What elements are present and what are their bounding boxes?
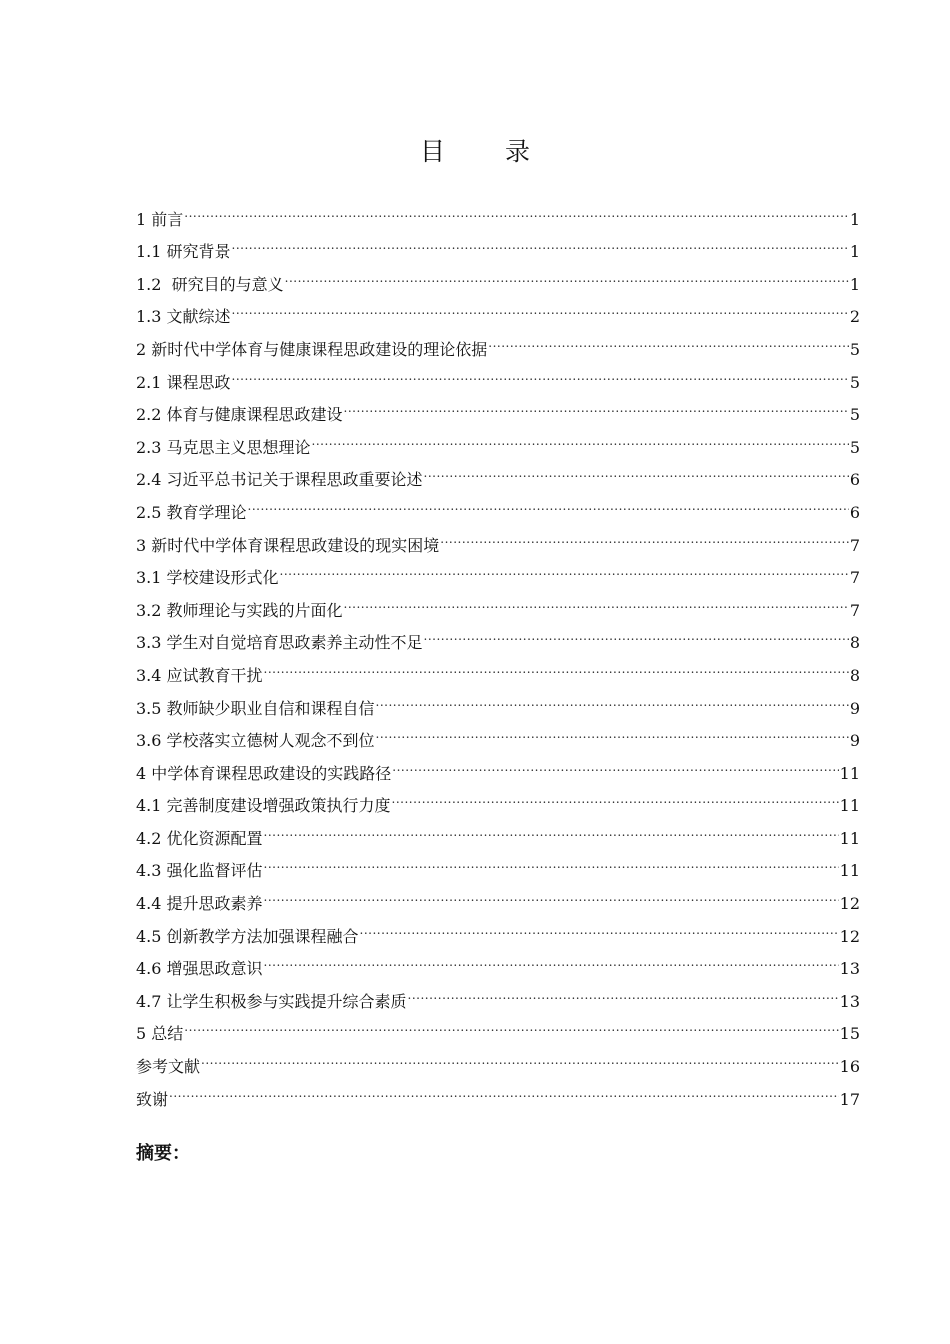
toc-entry-page: 5 (849, 405, 860, 425)
toc-dot-leader (264, 811, 839, 844)
toc-entry-label: 4.3 强化监督评估 (136, 861, 263, 881)
toc-dot-leader (169, 1072, 839, 1105)
toc-entry-page: 5 (849, 437, 860, 457)
toc-entry[interactable] (136, 257, 860, 294)
abstract-heading: 摘要： (136, 1143, 190, 1164)
toc-entry-page: 12 (839, 926, 860, 946)
toc-entry-label: 3.4 应试教育干扰 (136, 665, 263, 685)
toc-entry-page: 12 (839, 894, 860, 914)
toc-entry-page: 1 (849, 274, 860, 294)
toc-entry-page: 9 (849, 698, 860, 718)
toc-dot-leader (440, 518, 849, 551)
toc-entry-label: 1.1 研究背景 (136, 242, 231, 262)
toc-entry-label: 3.6 学校落实立德树人观念不到位 (136, 731, 375, 751)
toc-entry[interactable] (136, 1039, 860, 1077)
toc-entry-label: 3 新时代中学体育课程思政建设的现实困境 (136, 535, 440, 555)
toc-entry-page: 9 (849, 731, 860, 751)
toc-entry-page: 13 (839, 959, 860, 979)
toc-entry-page: 6 (849, 502, 860, 522)
toc-dot-leader (376, 681, 849, 714)
toc-entry-label: 4.1 完善制度建设增强政策执行力度 (136, 796, 391, 816)
toc-entry-label: 2.1 课程思政 (136, 372, 231, 392)
toc-entry-label: 1.3 文献综述 (136, 307, 231, 327)
toc-dot-leader (392, 746, 838, 779)
toc-entry[interactable] (136, 322, 860, 359)
toc-dot-leader (232, 355, 849, 388)
toc-entry-label: 3.1 学校建设形式化 (136, 568, 279, 588)
toc-entry-page: 1 (849, 242, 860, 262)
toc-entry-page: 13 (839, 991, 860, 1011)
toc-entry-page: 8 (849, 665, 860, 685)
toc-title: 目 录 (420, 137, 556, 166)
toc-dot-leader (184, 192, 849, 225)
toc-dot-leader (392, 779, 839, 812)
toc-entry-label: 2.2 体育与健康课程思政建设 (136, 405, 343, 425)
toc-entry-label: 4.4 提升思政素养 (136, 894, 263, 914)
toc-entry-label: 4.6 增强思政意识 (136, 959, 263, 979)
toc-entry[interactable] (136, 355, 860, 392)
toc-entry-label: 2 新时代中学体育与健康课程思政建设的理论依据 (136, 339, 488, 359)
toc-dot-leader (376, 714, 849, 747)
toc-dot-leader (264, 844, 839, 877)
toc-entry-page: 17 (839, 1089, 860, 1109)
toc-entry[interactable] (136, 1072, 860, 1109)
toc-entry-page: 7 (849, 568, 860, 588)
toc-entry-page: 15 (839, 1024, 860, 1044)
toc-entry-label: 1.2 研究目的与意义 (136, 274, 284, 294)
toc-dot-leader (344, 388, 849, 421)
toc-dot-leader (424, 453, 849, 486)
toc-entry-page: 7 (849, 535, 860, 555)
toc-dot-leader (344, 583, 849, 616)
toc-entry-label: 3.3 学生对自觉培育思政素养主动性不足 (136, 633, 423, 653)
toc-entry-label: 4.7 让学生积极参与实践提升综合素质 (136, 991, 407, 1011)
toc-entry-page: 6 (849, 470, 860, 490)
toc-dot-leader (264, 876, 839, 909)
toc-dot-leader (248, 485, 849, 518)
toc-entry-page: 11 (839, 861, 860, 881)
toc-dot-leader (488, 322, 849, 355)
toc-dot-leader (232, 290, 849, 323)
toc-entry-page: 16 (839, 1057, 860, 1077)
toc-entry-label: 3.2 教师理论与实践的片面化 (136, 600, 343, 620)
toc-entry-label: 4.2 优化资源配置 (136, 828, 263, 848)
toc-entry-label: 致谢 (136, 1089, 169, 1109)
toc-dot-leader (280, 551, 849, 584)
toc-entry[interactable] (136, 290, 860, 327)
toc-entry[interactable] (136, 192, 860, 229)
toc-entry-page: 11 (839, 828, 860, 848)
toc-entry-label: 2.4 习近平总书记关于课程思政重要论述 (136, 470, 423, 490)
toc-entry[interactable] (136, 1007, 860, 1044)
toc-list (136, 192, 860, 1109)
toc-entry-page: 2 (849, 307, 860, 327)
toc-entry-page: 5 (849, 339, 860, 359)
toc-dot-leader (312, 420, 849, 453)
toc-dot-leader (201, 1039, 839, 1072)
toc-entry-page: 11 (839, 796, 860, 816)
toc-entry-label: 4 中学体育课程思政建设的实践路径 (136, 763, 392, 783)
toc-dot-leader (360, 909, 839, 942)
toc-dot-leader (264, 942, 839, 975)
toc-entry-page: 8 (849, 633, 860, 653)
toc-entry-label: 1 前言 (136, 209, 184, 229)
toc-dot-leader (408, 974, 839, 1007)
toc-dot-leader (424, 616, 849, 649)
toc-entry-label: 3.5 教师缺少职业自信和课程自信 (136, 698, 375, 718)
toc-entry[interactable] (136, 225, 860, 262)
toc-entry-page: 11 (839, 763, 860, 783)
toc-entry-label: 2.3 马克思主义思想理论 (136, 437, 311, 457)
toc-entry-page: 5 (849, 372, 860, 392)
toc-entry-label: 5 总结 (136, 1024, 184, 1044)
toc-entry-page: 1 (849, 209, 860, 229)
toc-dot-leader (232, 225, 849, 258)
toc-dot-leader (285, 257, 849, 290)
toc-dot-leader (184, 1007, 838, 1040)
toc-entry-label: 4.5 创新教学方法加强课程融合 (136, 926, 359, 946)
toc-entry-label: 参考文献 (136, 1057, 201, 1077)
toc-entry-page: 7 (849, 600, 860, 620)
toc-entry-label: 2.5 教育学理论 (136, 502, 247, 522)
toc-entry[interactable] (136, 388, 860, 425)
toc-dot-leader (264, 648, 849, 681)
